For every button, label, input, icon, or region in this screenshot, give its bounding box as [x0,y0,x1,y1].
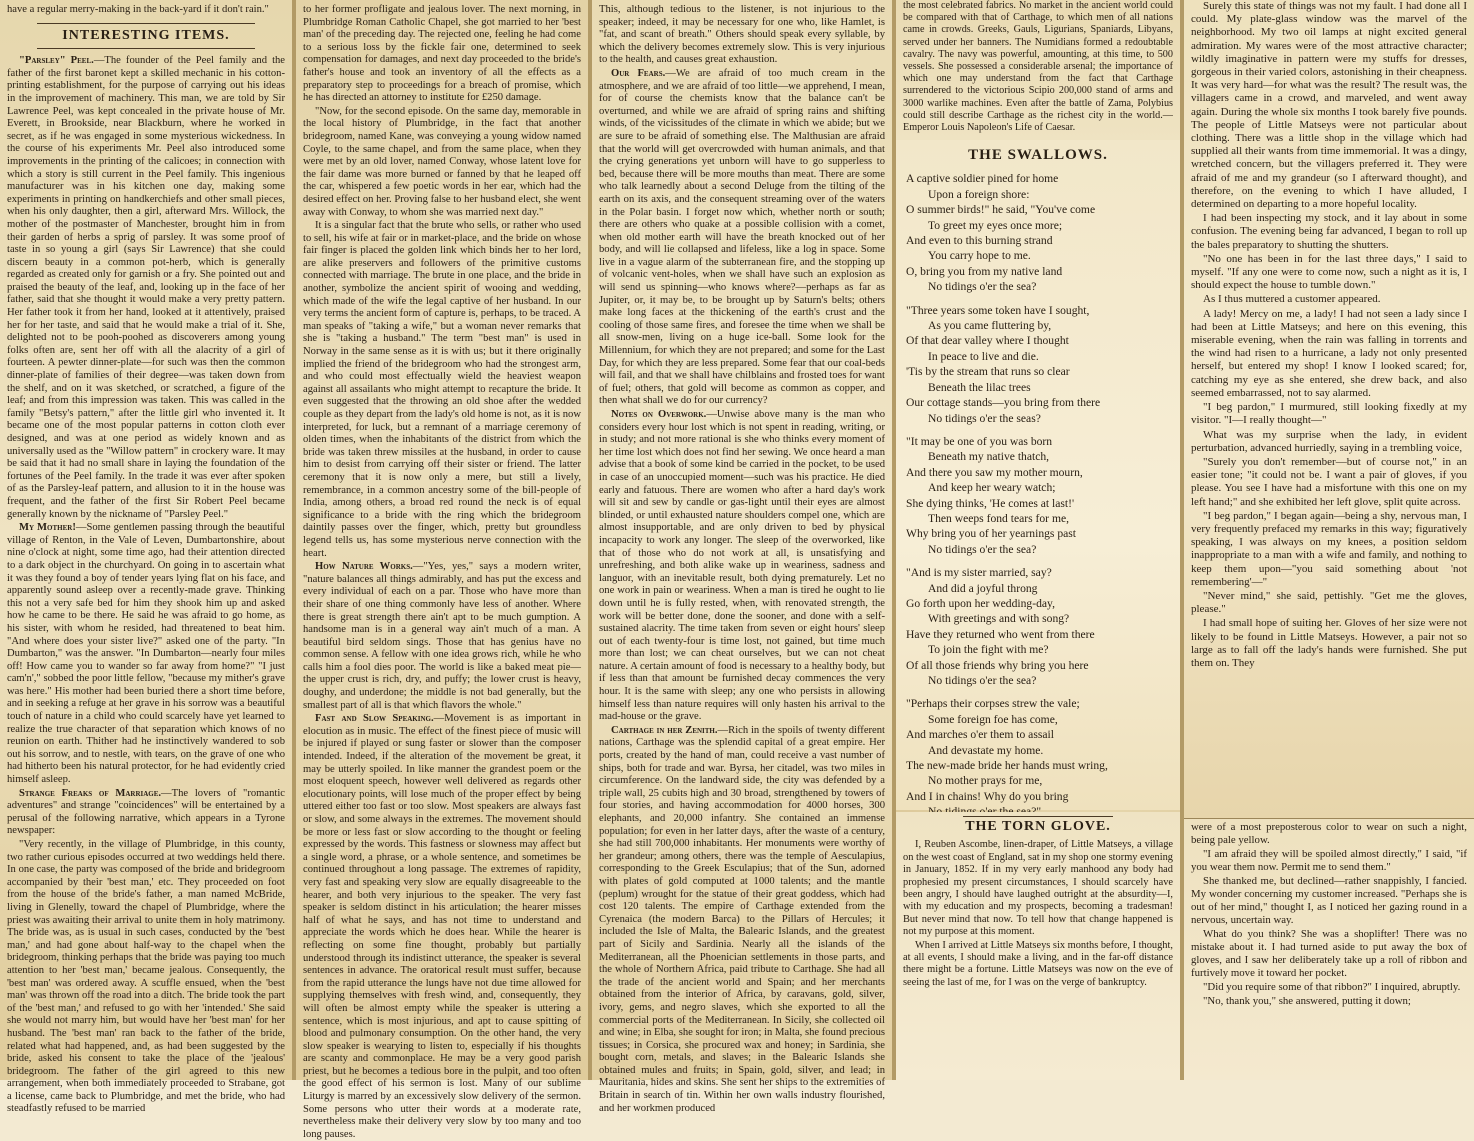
poem-stanza [906,171,1170,294]
poem-line: Beneath my native thatch, [928,450,1050,464]
story-paragraph: A lady! Mercy on me, a lady! I had not seen a lady since I had been at Little Matseys; and here on this evening, this miserable evening, when the rain was falling in torrents and the wind had risen to a hurricane, a lady not only presented herself, but entered my shop! I know I looked scared; for, catching my eye as she entered, she drew back, and also seemed embarrassed, not to say alarmed. [1191,307,1467,399]
divider [963,816,1113,817]
story-paragraph: "I am afraid they will be spoiled almost directly," I said, "if you wear them now. Permit me to send them." [1191,848,1467,873]
article-lead: "Parsley" Peel. [19,55,94,67]
article-fast-slow-speaking [303,713,581,1141]
article-strange-freaks [7,788,285,838]
poem-line: And even to this burning strand [906,234,1053,248]
poem-line: Have they returned who went from there [906,627,1095,641]
poem-line: As you came fluttering by, [928,319,1052,333]
poem-line: Our cottage stands—you bring from there [906,396,1101,410]
poem-line: Upon a foreign shore: [928,187,1030,201]
poem-line: No tidings o'er the seas? [928,411,1041,425]
article-body: —Movement is as important in elocution as in music. The effect of the finest piece of music will be injured if played or sung faster or slower than the composer intended. Indeed, if the alteration of the movement be great, it may be utterly spoiled. In like manner the grandest poem or the most eloquent speech, however well delivered as regards other elocutionary points, will lose much of the proper effect by being uttered either too fast or too slow. Most speakers are always fast or slow, and some always in the extremes. The movement should be more or less fast or slow according to the thought or feeling expressed by the words. This fastness or slowness may affect but a single word, a phrase, or a whole sentence, and sometimes be continued throughout a long passage. The extremes of rapidity, very fast and speaking very slow are equally disagreeable to the hearer, and both very injurious to the speaker. The very fast speaker is seldom distinct in his articulation; the hearer misses half of what he says, and has not time to understand and appreciate the words which he does hear. While the hearer is reflecting on some fine thought, probably but partially understood through its indistinct utterance, the speaker is several sentences in advance. The oratorical result must suffer, because from the rapid utterance the lungs have not due time allowed for supplying themselves with fresh wind, and, consequently, they will often be almost empty while the speaker is uttering a sentence, which is most injurious, and apt to cause spitting of blood and pulmonary consumption. On the other hand, the very slow speaker is wearying to listen to, especially if his thoughts are scanty and commonplace. He may be a very good parish priest, but he becomes a tedious bore in the pulpit, and too often the good effect of his sermon is lost. Many of our sublime Liturgy is marred by an excessively slow delivery of the sermon. Some persons who utter their words at a moderate rate, nevertheless make their delivery very slow by too many and too long pauses. [303,713,581,1140]
story-continuation-lower [1184,818,1474,1080]
poem-line: "It may be one of you was born [906,434,1053,448]
carthage-continuation [896,0,1180,140]
poem-line: Some foreign foe has come, [928,712,1058,726]
story-paragraph: What do you think? She was a shoplifter! There was no mistake about it. I had turned aside to put away the box of gloves, and I saw her deliberately take up a roll of ribbon and furtively move it toward her pocket. [1191,928,1467,979]
poem-line: To greet my eyes once more; [928,218,1063,232]
article-paragraph: This, although tedious to the listener, is not injurious to the speaker; indeed, it may be necessary for one who, like Hamlet, is "fat, and scant of breath." Others should speak every syllable, by which the delivery becomes extremely slow. This is very injurious to the health, and causes great exhaustion. [599,4,885,66]
article-parsley-peel [7,55,285,521]
story-paragraph: As I thus muttered a customer appeared. [1203,293,1381,306]
poem-stanza [906,696,1170,819]
poem-title: THE SWALLOWS. [968,147,1108,163]
story-paragraph: When I arrived at Little Matseys six months before, I thought, at all events, I should make a living, and in the far-off distance there might be a fortune. Little Matseys was now on the eve of seeing the last of me, for I was on the verge of bankruptcy. [903,939,1173,988]
poem-line: Beneath the lilac trees [928,380,1031,394]
poem-line: To join the fight with me? [928,643,1049,657]
poem-line: Of all those friends why bring you here [906,658,1089,672]
article-lead: Fast and Slow Speaking. [315,713,434,725]
poem-line: And did a joyful throng [928,581,1038,595]
article-body: —Some gentlemen passing through the beautiful village of Renton, in the Vale of Leven, Dumbartonshire, about nine o'clock at night, some time ago, had their attention directed to a dark object in the churchyard. On going in to ascertain what it was they found a boy of tender years lying flat on his face, and apparently sound asleep over a recently-made grave. Thinking this not a very safe bed for him they shook him up and asked how he came to be there. He said he was afraid to go home, as his sister, with whom he resided, had threatened to beat him. "And where does your sister live?" asked one of the party. "In Dumbarton," was the answer. "In Dumbarton—nearly four miles off! How came you to wander so far away from home?" "I just cam'n'," sobbed the poor little fellow, "because my mither's grave was here." His mother had been buried there a short time before, and in seeking a refuge at her grave in his sorrow was a beautiful touch of nature in a child who could scarcely have yet learned to realize the true character of that separation which knows of no reunion on earth. Thither had he instinctively wandered to sob out his sorrow, and to nestle, with tears, on the grave of one who had hitherto been his natural protector, for he had evidently cried himself asleep. [7,522,285,786]
poem-line: No mother prays for me, [928,774,1043,788]
article-lead: How Nature Works. [315,561,413,573]
story-paragraph: She thanked me, but declined—rather snappishly, I fancied. My wonder concerning my customer increased. "Perhaps she is out of her mind," thought I, as I noticed her gazing round in a nervous, uncertain way. [1191,875,1467,926]
story-paragraph: "I beg pardon," I began again—being a shy, nervous man, I very frequently prefaced my remarks in this way; figuratively speaking, I was always on my knees, a position seldom inappropriate to a man with a wife and family, and nothing to keep them upon—"you said something about 'not remembering'—" [1191,509,1467,588]
poem-line: And there you saw my mother mourn, [906,465,1083,479]
article-notes-on-overwork [599,409,885,724]
article-body: —We are afraid of too much cream in the atmosphere, and we are afraid of too little—we apprehend, I mean, for of course the chemists know that the balance can't be overturned, and while we are afraid of spring rains and shifting winds, of the vicissitudes of the climate in which we abide; but we are sure to be afraid of something else. The Malthusian are afraid that the world will get overcrowded with human animals, and that the crying generations yet unborn will have to go supperless to bed, because there will be more mouths than meat. There are some who talk learnedly about a second Deluge from the tilting of the earth on its axis, and the consequent streaming over of the waters in the Polar basin. I forget now which, whether north or south; there are others who quake at a possible collision with a comet, when old mother earth will have the breath knocked out of her body, and will lie collapsed and lifeless, like a log in space. Some live in a vague alarm of the subterranean fire, and the stopping up of volcanic vent-holes, when we shall have such an explosion as will send us spinning—who knows where?—perhaps as far as Jupiter, or, it may be, to be brought up by Saturn's belts; others make long faces at the thickening of the earth's crust and the cooling of those same fires, and foresee the time when we shall be all snow-men, living on a huge ice-ball. Some look for the Millennium, for which they are not prepared; and some for the Last Day, for which they are less prepared. Some fear that our coal-beds will fail, and that we shall have chilblains and frosted toes for want of fuel; others, that gold will become as common as copper, and then what shall we do for our currency? [599,67,885,407]
story-paragraph: were of a most preposterous color to wear on such a night, being pale yellow. [1191,821,1467,846]
story-paragraph: I, Reuben Ascombe, linen-draper, of Little Matseys, a village on the west coast of England, sat in my shop one stormy evening in January, 1852. If in my very early manhood any body had prophesied my present circumstances, I should scarcely have been angry, I should have laughed outright at the absurdity—I, with my education and my prospects, becoming a tradesman! But never mind that now. To tell how that change happened is not my purpose at this moment. [903,839,1173,938]
column-4 [896,0,1180,1080]
article-body: —"Yes, yes," says a modern writer, "nature balances all things admirably, and has put the excess and every individual of each on a par. Those who have more than their share of one thing commonly have less of another. Where there is great strength there ain't apt to be much gumption. A handsome man is in a general way ain't much of a man. A beautiful bird seldom sings. Those that has genius have no common sense. A fellow with one idea grows rich, while he who calls him a fool dies poor. The world is like a baked meat pie—the upper crust is rich, dry, and puffy; the lower crust is heavy, doughy, and underdone; the middle is not bad generally, but the smallest part of all is that which flavors the whole." [303,561,581,711]
poem-line: She dying thinks, 'He comes at last!' [906,496,1075,510]
column-3 [592,0,892,1114]
divider [37,23,255,24]
article-our-fears [599,68,885,408]
story-paragraph: "No, thank you," she answered, putting it down; [1203,995,1411,1007]
story-paragraph: I had been inspecting my stock, and it lay about in some confusion. The evening being far advanced, I began to roll up the bales preparatory to shutting the shutters. [1191,212,1467,251]
story-paragraph: Surely this state of things was not my fault. I had done all I could. My plate-glass window was the marvel of the neighborhood. My two oil lamps at night excited general admiration. My wares were of the most attractive character; wildly imaginative in pattern were my stuffs for dresses, gorgeous in their varied colors, astonishing in their cheapness. It was very hard—for what was the result? The result was, the villagers came in a crowd, and marveled, and went away again. During the whole six months I took barely five pounds. The people of Little Matseys were not particular about clothing. There was a little shop in the village which had supplied all their wants from time immemorial. It was a dingy, wretched concern, but the villagers preferred it. They were afraid of me and my grandeur (so I afterward thought), and therefore, on the evening to which I have alluded, I determined on departing to a more hopeful locality. [1191,0,1467,211]
article-body: —Rich in the spoils of twenty different nations, Carthage was the splendid capital of a great empire. Her ports, created by the hand of man, could receive a vast number of ships, both for trade and war. Byrsa, her citadel, was two miles in circumference. On the landward side, the city was defended by a triple wall, 25 cubits high and 30 broad, strengthened by towers of four stories, and having accommodation for 4000 horses, 300 elephants, and 20,000 infantry. She contained an immense population; for even in her latter days, after the waste of a century, she had still 700,000 inhabitants. Her monuments were worthy of her grandeur; among others, there was the temple of Aesculapius, corresponding to the Greek Esculapius; that of the Sun, adorned with plates of gold computed at 1000 talents; and the mantle (peplum) wrought for the statue of their great goddess, which had cost 120 talents. The empire of Carthage extended from the Cyrenaica (the modern Barca) to the Pillars of Hercules; it included the Isle of Malta, the Balearic Islands, and the greatest part of Sicily and Sardinia. Nearly all the islands of the Mediterranean, all the Phoenician settlements in those parts, and the whole of Northern Africa, paid tribute to Carthage. She had all the trade of the ancient world and Spain; and her merchants obtained from the interior of Africa, by caravans, gold, silver, ivory, gems, and negro slaves, which she exported to all the commercial ports of the Mediterranean. In Sicily, she collected oil and wine; in Elba, she sought for iron; in Malta, she found precious tissues; in Corsica, she procured wax and honey; in Sardinia, she bought corn, metals, and slaves; in the Balearic Islands she obtained mules and fruits; in Spain, gold, silver, and lead; in Mauritania, hides and skins. She sent her ships to the extremities of Britain in search of tin. Within her own walls industry flourished, and her workmen produced [599,724,885,1114]
column-5 [1184,0,1474,1080]
poem-line: "Three years some token have I sought, [906,303,1090,317]
poem-line: And I in chains! Why do you bring [906,789,1069,803]
article-lead: My Mother! [19,522,76,534]
poem-line: No tidings o'er the sea? [928,674,1037,687]
section-heading: INTERESTING ITEMS. [62,27,230,43]
article-my-mother [7,522,285,786]
poem-line: In peace to live and die. [928,349,1039,363]
article-how-nature-works [303,561,581,712]
divider [37,48,255,49]
column-2 [296,0,588,1140]
story-title: THE TORN GLOVE. [965,819,1111,834]
article-paragraph: the most celebrated fabrics. No market in the ancient world could be compared with that of Carthage, to which men of all nations came in crowds. Greeks, Gauls, Ligurians, Spaniards, Libyans, served under her banners. The Numidians formed a redoubtable cavalry. The navy was powerful, amounting, at this time, to 500 vessels. She possessed a considerable arsenal; the importance of which one may understand from the fact that Carthage surrendered to the victorious Scipio 200,000 stand of arms and 3000 warlike machines. Even after the battle of Zama, Polybius could still describe Carthage as the richest city in the world.—Emperor Louis Napoleon's Life of Caesar. [903,0,1173,134]
article-lead: Carthage in her Zenith. [611,724,718,736]
story-the-torn-glove [896,812,1180,1080]
poem-the-swallows [896,140,1180,810]
poem-line: "Perhaps their corpses strew the vale; [906,697,1080,711]
poem-line: And keep her weary watch; [928,481,1056,495]
story-continuation [1184,0,1474,818]
poem-body [906,171,1170,819]
article-body: —Unwise above many is the man who considers every hour lost which is not spent in reading, writing, or in study; and not more rational is she who thinks every moment of her time lost which does not find her sewing. We once heard a man advise that a book of some kind be carried in the pocket, to be used in case of an unoccupied moment—such was his practice. He died early and fatuous. There are women who after a hard day's work will sit and sew by candle or gas-light until their eyes are almost blinded, or until exhausted nature shoulders compel one, which are almost insupportable, and are only driven to bed by physical incapacity to work any longer. The sleep of the overworked, like that of those who do not work at all, is unsatisfying and unrefreshing, and both alike wake up in weariness, sadness and languor, with an inevitable result, both dying prematurely. Let no one work in pain or weariness. When a man is tired he ought to lie down until he is fully rested, when, with renovated strength, the work will be better done, done the sooner, and done with a self-sustained alacrity. The time taken from seven or eight hours' sleep out of each twenty-four is time lost, not gained, but time much more than lost; we can cheat ourselves, but we can not cheat nature. A certain amount of food is necessary to a healthy body, but if less than that amount be furnished decay commences the very hour. It is the same with sleep; any one who persists in allowing himself less than nature requires will only hasten his arrival to the mad-house or the grave. [599,409,885,723]
poem-line: And marches o'er them to assail [906,728,1054,742]
article-paragraph: "Now, for the second episode. On the same day, memorable in the local history of Plumbridge, in the fact that another bridegroom, named Kane, was conveying a young widow named Coyle, to the same chapel, and from the same place, when they were met by an old lover, named Conway, whose latent love for the fair dame was more burned or fanned by that he leaped off the car, whispered a few poetic words in her ear, which had the desired effect on her. Proving false to her husband elect, she went away with Conway, to whom she was married next day." [303,105,581,218]
poem-line: With greetings and with song? [928,612,1070,626]
poem-line: Why bring you of her yearnings past [906,527,1077,541]
column-1 [0,0,292,1115]
poem-line: "And is my sister married, say? [906,566,1052,580]
article-paragraph: to her former profligate and jealous lover. The next morning, in Plumbridge Roman Catholic Chapel, she got married to her 'best man' of the preceding day. The rejected one, feeling he had come to a serious loss by the fickle fair one, determined to seek compensation for damages, and next day proceeded to the bride's father's house and took an inventory of all the effects as a preparatory step to proceedings for a breach of promise, which he has directed an attorney to institute for £250 damage. [303,4,581,104]
story-paragraph: I had small hope of suiting her. Gloves of her size were not likely to be found in Little Matseys. However, a pair not so large as to fall off the lady's hands were furnished. She put them on. They [1191,617,1467,669]
poem-line: Of that dear valley where I thought [906,334,1069,348]
poem-stanza [906,434,1170,557]
story-paragraph: What was my surprise when the lady, in evident perturbation, advanced hurriedly, saying in a trembling voice, [1191,428,1467,454]
poem-line: Go forth upon her wedding-day, [906,596,1055,610]
poem-line: You carry hope to me. [928,249,1031,263]
column-continuation: have a regular merry-making in the back-yard if it don't rain." [7,4,269,15]
article-body: —The founder of the Peel family and the father of the first baronet kept a skilled mechanic in his cotton-printing establishment, for the purpose of carrying out his ideas in the improvement of machinery. This man, we are told by Sir Lawrence Peel, was kept concealed in the private house of Mr. Everett, in Brookside, near Blackburn, where he worked in secret, as if he was engaged in some mysterious wickedness. In the course of his experiments Mr. Peel also introduced some improvements in the printing of the calicoes; in connection with which a story is still current in the Peel family. This ingenious manufacturer was in his kitchen one day, making some experiments in printing on handkerchiefs and other small pieces, when his only daughter, then a girl, afterward Mrs. Willock, the mother of the postmaster of Manchester, brought him in from their garden of herbs a sprig of parsley. It was some proof of taste in so young a girl (says Sir Lawrence) that she could discern beauty in a common pot-herb, which is generally regarded as created only for garnish or a fry. She pointed out and praised the beauty of the leaf, and, looking up in the face of her father, said that she thought it would make a very pretty pattern. Her father took it from her hand, looked at it attentively, praised her for her taste, and said that he would make a trial of it. She, delighted not to be pooh-poohed as discoverers among young folks often are, sent her off with all the alacrity of a girl of fourteen. A pewter dinner-plate—for such was then the common dinner-plate of families of their degree—was taken down from the shelf, and on it was sketched, or scratched, a figure of the leaf; and from this impression was taken. This was called in the family "Betsy's pattern," after the little girl who invented it. It became one of the most popular patterns in cotton cloth ever designed, and was at one period as widely known and as universally used as the "Willow pattern" in crockery ware. It may be said that it had no small share in laying the foundation of the fortunes of the Peel family. In the trade it was ever after spoken of as the Parsley-leaf pattern, and allusion to it in the house was frequent, and the father of the first Sir Robert Peel became generally known by the nickname of "Parsley Peel." [7,55,286,520]
poem-line: And devastate my home. [928,743,1044,757]
story-paragraph: "I beg pardon," I murmured, still looking fixedly at my visitor. "I—I really thought—" [1191,401,1467,427]
story-paragraph: "Did you require some of that ribbon?" I inquired, abruptly. [1203,981,1461,993]
article-paragraph: It is a singular fact that the brute who sells, or rather who used to sell, his wife at fair or in market-place, and the bride on whose fair finger is placed the golden link which binds her to her lord, are alike preservers and followers of the primitive customs connected with marriage. The brute in one place, and the bride in another, symbolize the ancient spirit of wooing and wedding, which made of the wife the legal captive of her husband. In our very terms the ancient form of capture is, perhaps, to be traced. A man speaks of "taking a wife," but a woman never remarks that she is "taking a husband." The term "best man" is used in Norway in the same sense as it is with us; but it there originally implied the friend of the bridegroom who had the strongest arm, and who could most effectually wield the heaviest weapon against all assailants who might attempt to recapture the bride. It even suggested that the throwing an old shoe after the wedded couple as they depart from the lady's old home is not, as it is now interpreted, for luck, but a remnant of a marriage ceremony of olden times, when the inhabitants of the district from which the bride was taken threw missiles at the husband, in order to cause him to desist from carrying off their sister or friend. The latter ceremony that it is now only a mere, but still a lively, remembrance, in a common ancestry some of the bill-people of India, among others, a broad red round the neck is of equal significance to a bride with the ring which the bridegroom daintily passes over the finger, which, pretty but groundless legend tells us, has some mysterious nerve connection with the heart. [303,220,581,559]
article-lead: Notes on Overwork. [611,409,707,420]
story-paragraph: "Surely you don't remember—but of course not," in an easier tone; "it could not be. I want a pair of gloves, if you please. You see I have had a misfortune with this one on my left hand;" and she exhibited her left glove, split quite across. [1191,455,1467,508]
poem-line: No tidings o'er the sea? [928,542,1037,556]
article-carthage [599,725,885,1115]
poem-line: A captive soldier pined for home [906,172,1059,186]
story-paragraph: "Never mind," she said, pettishly. "Get me the gloves, please." [1191,589,1467,616]
poem-line: The new-made bride her hands must wring, [906,759,1108,773]
poem-line: 'Tis by the stream that runs so clear [906,365,1070,379]
poem-stanza [906,565,1170,688]
story-paragraph: "No one has been in for the last three days," I said to myself. "If any one were to come now, such a night as it is, I should expect the house to tumble down." [1191,252,1467,292]
article-lead: Our Fears. [611,67,666,79]
poem-line: Then weeps fond tears for me, [928,511,1070,525]
article-lead: Strange Freaks of Marriage. [19,787,162,799]
poem-line: No tidings o'er the sea? [928,280,1037,294]
article-paragraph: "Very recently, in the village of Plumbridge, in this county, two rather curious episodes occurred at two weddings held there. In one case, the party was composed of the bride and bridegroom accompanied by their 'best man,' etc. They proceeded on foot from the house of the bride's father, a man named McBride, living in Glenelly, toward the chapel of Plumbridge, where the priest was awaiting their arrival to unite them in holy matrimony. The bride was, as is usual in such cases, conducted by the 'best man,' and had gone about half-way to the chapel when the bridegroom, thinking perhaps that the bride was paying too much attention to her 'best man,' became jealous. Consequently, the 'best man' was ordered away. A scuffle ensued, when the 'best man' was thrown off the road into a ditch. The bride took the part of the 'best man,' and refused to go with her 'intended.' She said she would not marry him, but would have her 'best man' for her husband. The 'best man' ran back to the father of the bride, related what had happened, and, as had been suggested by the bride, asked his consent to take the place of the 'jealous' bridegroom. The father of the girl agreed to this new arrangement, when both immediately proceeded to Strabane, got a license, came back to Plumbridge, and met the bride, who had steadfastly refused to be married [7,839,285,1115]
article-body: —The lovers of "romantic adventures" and strange "coincidences" will be entertained by a perusal of the following narrative, which appears in a Tyrone newspaper: [7,787,285,837]
poem-line: O summer birds!" he said, "You've come [906,203,1096,217]
poem-stanza [906,303,1170,426]
poem-line: O, bring you from my native land [906,264,1063,278]
